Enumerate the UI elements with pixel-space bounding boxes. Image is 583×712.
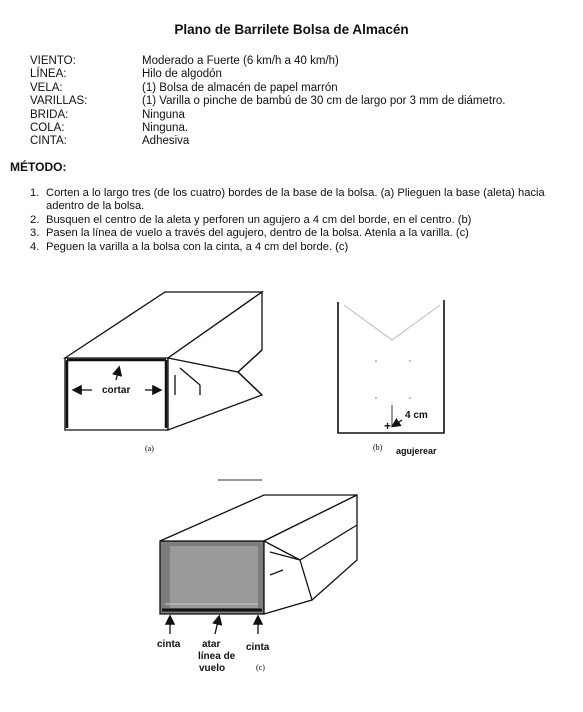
figure-c-arrows (170, 617, 258, 634)
spec-key: VIENTO: (30, 55, 76, 67)
figure-c-label-center: línea de (198, 651, 236, 662)
step-number: 3. (30, 227, 40, 240)
step-number: 2. (30, 213, 40, 226)
step-text: Pasen la línea de vuelo a través del agujero, dentro de la bolsa. Atenla a la varilla. (c) (46, 227, 469, 240)
spec-key: VARILLAS: (30, 95, 88, 108)
figure-c-label-left: cinta (157, 639, 181, 650)
figure-c-caption: (c) (256, 663, 265, 672)
step-text: Busquen el centro de la aleta y perforen un agujero a 4 cm del borde, en el centro. (b) (46, 213, 472, 226)
spec-value: Moderado a Fuerte (6 km/h a 40 km/h) (142, 55, 339, 67)
figure-a-caption: (a) (145, 444, 154, 453)
spec-key: VELA: (30, 81, 63, 94)
step-text: Peguen la varilla a la bolsa con la cinta, a 4 cm del borde. (c) (46, 240, 349, 253)
spec-value: (1) Bolsa de almacén de papel marrón (142, 81, 338, 94)
page-title: Plano de Barrilete Bolsa de Almacén (174, 22, 409, 37)
figure-c-label-right: cinta (246, 642, 270, 653)
figure-a-cut-label: cortar (102, 385, 131, 396)
figure-b-measure: 4 cm (405, 410, 428, 421)
spec-key: LÍNEA: (30, 68, 67, 81)
spec-value: Ninguna (142, 108, 185, 121)
method-heading: MÉTODO: (10, 160, 67, 174)
spec-key: CINTA: (30, 135, 67, 148)
figure-c-label-center: vuelo (199, 663, 226, 674)
figure-a-bag (65, 292, 262, 430)
figure-b-label: agujerear (396, 446, 437, 456)
figure-b-caption: (b) (373, 443, 383, 452)
step-number: 4. (30, 240, 40, 253)
spec-value: (1) Varilla o pinche de bambú de 30 cm de largo por 3 mm de diámetro. (142, 95, 506, 108)
step-text: Corten a lo largo tres (de los cuatro) bordes de la base de la bolsa. (a) Plieguen la base (aleta) hacia adentro de la bolsa. (46, 187, 545, 213)
figure-b-flap (338, 300, 444, 433)
hole-marker-icon: + (384, 419, 392, 433)
figure-c-label-center: atar (202, 639, 221, 650)
spec-value: Adhesiva (142, 135, 190, 148)
spec-key: COLA: (30, 122, 65, 135)
spec-value: Ninguna. (142, 122, 189, 135)
step-number: 1. (30, 187, 40, 199)
figure-c-bag (160, 495, 357, 614)
spec-value: Hilo de algodón (142, 68, 222, 81)
figure-b-arrow (393, 420, 402, 426)
spec-key: BRIDA: (30, 108, 69, 121)
